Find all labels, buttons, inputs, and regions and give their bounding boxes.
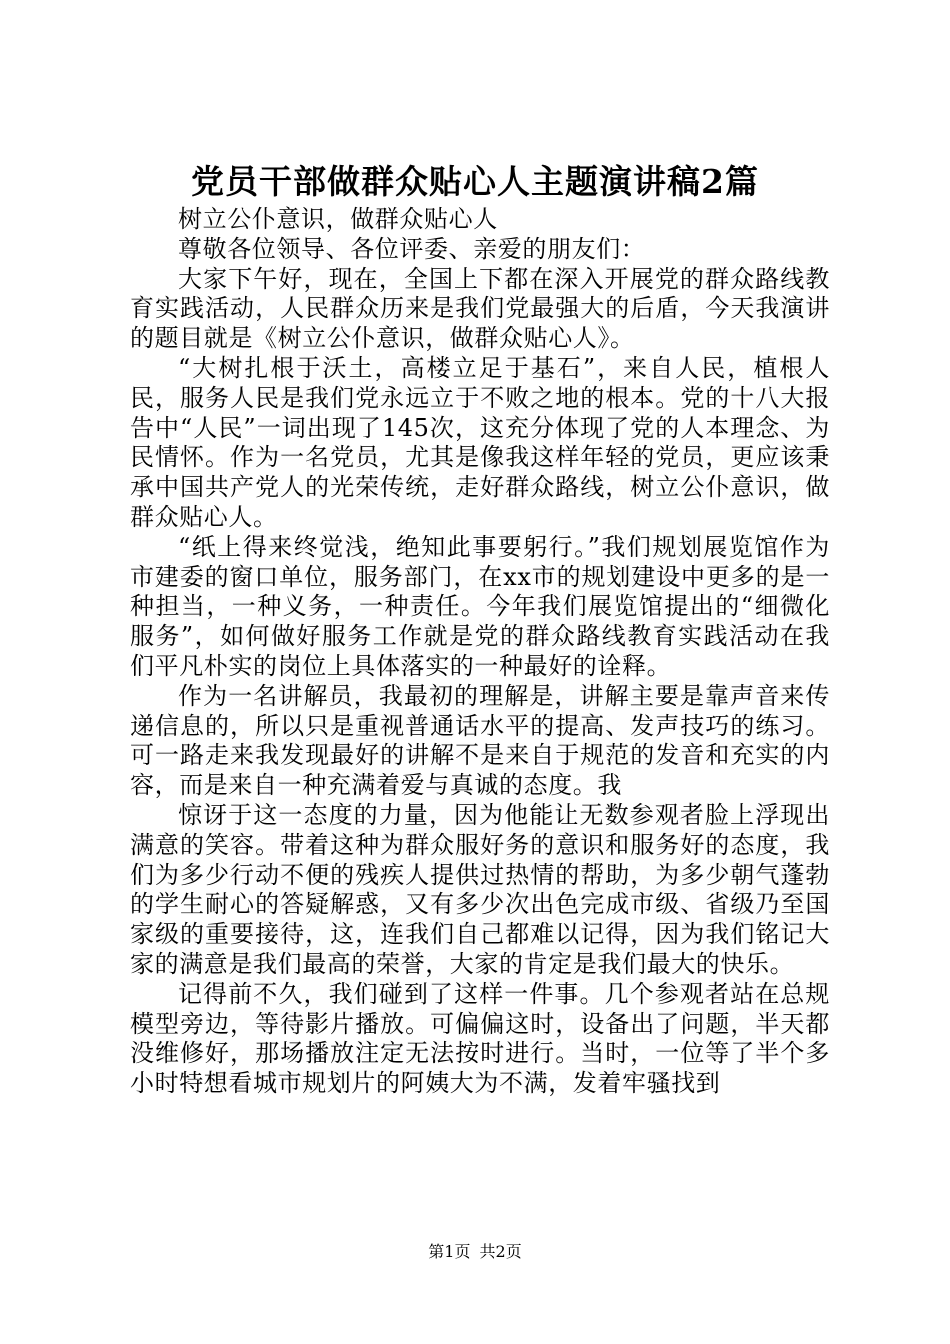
- document-title: 党员干部做群众贴心人主题演讲稿2篇: [191, 162, 759, 201]
- paragraph: 记得前不久，我们碰到了这样一件事。几个参观者站在总规模型旁边，等待影片播放。可偏偏这时，设备出了问题，半天都没维修好，那场播放注定无法按时进行。当时，一位等了半个多小时特想看城市规划片的阿姨大为不满，发着牢骚找到: [130, 979, 830, 1098]
- page-number: 第1页: [428, 1242, 471, 1261]
- paragraph: “纸上得来终觉浅，绝知此事要躬行。”我们规划展览馆作为市建委的窗口单位，服务部门，在xx市的规划建设中更多的是一种担当，一种义务，一种责任。今年我们展览馆提出的“细微化服务”，如何做好服务工作就是党的群众路线教育实践活动在我们平凡朴实的岗位上具体落实的一种最好的诠释。: [130, 532, 830, 680]
- page-total: 共2页: [479, 1242, 522, 1261]
- paragraph: 尊敬各位领导、各位评委、亲爱的朋友们：: [178, 234, 646, 263]
- paragraph: 惊讶于这一态度的力量，因为他能让无数参观者脸上浮现出满意的笑容。带着这种为群众服好务的意识和服务好的态度，我们为多少行动不便的残疾人提供过热情的帮助，为多少朝气蓬勃的学生耐心的答疑解惑，又有多少次出色完成市级、省级乃至国家级的重要接待，这，连我们自己都难以记得，因为我们铭记大家的满意是我们最高的荣誉，大家的肯定是我们最大的快乐。: [130, 800, 830, 978]
- paragraph: 树立公仆意识，做群众贴心人: [178, 205, 498, 233]
- document-body: [130, 205, 830, 1099]
- page-footer: [0, 1241, 950, 1263]
- paragraph: “大树扎根于沃土，高楼立足于基石”，来自人民，植根人民，服务人民是我们党永远立于不败之地的根本。党的十八大报告中“人民”一词出现了145次，这充分体现了党的人本理念、为民情怀。作为一名党员，尤其是像我这样年轻的党员，更应该秉承中国共产党人的光荣传统，走好群众路线，树立公仆意识，做群众贴心人。: [130, 353, 830, 531]
- paragraph: 大家下午好，现在，全国上下都在深入开展党的群众路线教育实践活动，人民群众历来是我们党最强大的后盾，今天我演讲的题目就是《树立公仆意识，做群众贴心人》。: [130, 264, 830, 353]
- paragraph: 作为一名讲解员，我最初的理解是，讲解主要是靠声音来传递信息的，所以只是重视普通话水平的提高、发声技巧的练习。可一路走来我发现最好的讲解不是来自于规范的发音和充实的内容，而是来自一种充满着爱与真诚的态度。我: [130, 681, 830, 800]
